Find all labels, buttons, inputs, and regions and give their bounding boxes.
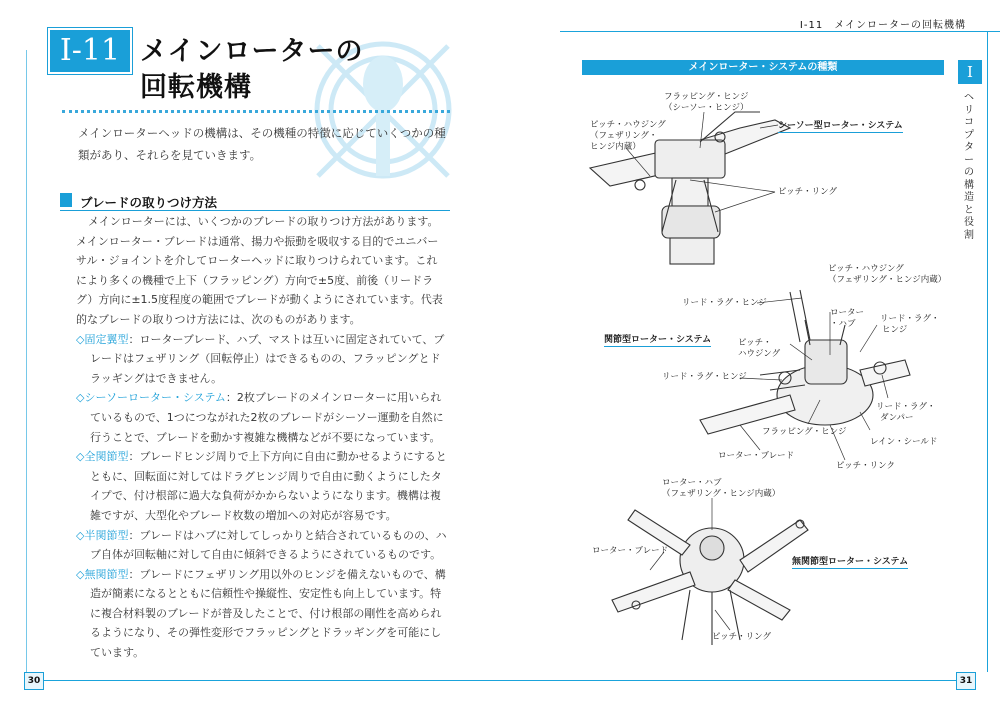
figure-heading: メインローター・システムの種類 bbox=[582, 60, 944, 75]
label-rotor-blade: ローター・ブレード bbox=[592, 546, 669, 556]
label-pitch-housing: ピッチ・ハウジング bbox=[590, 120, 666, 130]
label-housing: ハウジング bbox=[738, 349, 781, 359]
intro-paragraph: メインローターヘッドの機構は、その機種の特徴に応じていくつかの種類があり、それらを見ていきます。 bbox=[78, 126, 446, 162]
chapter-badge: Ⅰ-11 bbox=[48, 28, 132, 74]
item-text: ：ローターブレード、ハブ、マストは互いに固定されていて、ブレードはフェザリング（回転停止）はできるものの、フラッピングとドラッギングはできません。 bbox=[90, 332, 445, 385]
title-line-2: 回転機構 bbox=[140, 72, 252, 103]
label-pitch-link: ピッチ・リンク bbox=[836, 461, 895, 471]
label-teeter-hinge: （シーソー・ヒンジ） bbox=[664, 103, 749, 113]
section-heading: ブレードの取りつけ方法 bbox=[80, 195, 218, 210]
chapter-tab: Ⅰ bbox=[958, 60, 982, 84]
label-rain-shield: レイン・シールド bbox=[870, 437, 938, 447]
label-rotor-hub: ローター・ハブ bbox=[662, 478, 722, 488]
item-term: ◇全関節型 bbox=[76, 450, 129, 464]
label-lead-lag-hinge: リード・ラグ・ヒンジ bbox=[682, 298, 767, 308]
item-term: ◇固定翼型 bbox=[76, 332, 129, 346]
label-flapping-hinge: フラッピング・ヒンジ bbox=[664, 92, 749, 102]
hingeless-system-label: 無関節型ローター・システム bbox=[792, 554, 908, 569]
chapter-tab-text: ヘリコプターの構造と役割 bbox=[964, 92, 974, 241]
articulated-system-label: 関節型ローター・システム bbox=[604, 332, 711, 347]
page-number-left: 30 bbox=[24, 672, 44, 690]
label-pitch-housing: ピッチ・ハウジング bbox=[828, 264, 904, 274]
label-lead-lag-2: リード・ラグ・ bbox=[876, 402, 936, 412]
item-term: ◇半関節型 bbox=[76, 528, 129, 542]
label-flapping-hinge-2: フラッピング・ヒンジ bbox=[762, 427, 847, 437]
label-feathering-hinge: （フェザリング・ヒンジ内蔵） bbox=[828, 275, 947, 285]
page-number-right: 31 bbox=[956, 672, 976, 690]
item-term: ◇無関節型 bbox=[76, 567, 129, 581]
label-rotor-blade: ローター・ブレード bbox=[718, 451, 795, 461]
label-hinge: ヒンジ bbox=[882, 325, 908, 335]
label-lead-lag-hinge-2: リード・ラグ・ヒンジ bbox=[662, 372, 747, 382]
label-pitch-ring: ピッチ・リング bbox=[778, 187, 837, 197]
body-lead: メインローターには、いくつかのブレードの取りつけ方法があります。メインローター・ブレードは通常、揚力や振動を吸収する目的でユニバーサル・ジョイントを介してローターヘッドに取りつけられています。これにより多くの機種で上下（フラッピング）方向で±5度、前後（リードラグ）方向に±1.5度程度の範囲でブレードが動くようにされています。代表的なブレードの取りつけ方法には、次のものがあります。 bbox=[76, 215, 443, 326]
item-term: ◇シーソーローター・システム bbox=[76, 391, 226, 405]
hingeless-rotor-drawing bbox=[612, 510, 808, 645]
item-text: ：ブレードにフェザリング用以外のヒンジを備えないもので、構造が簡素になるとともに信頼性や操縦性、安定性も向上しています。特に複合材料製のブレードが普及したことで、付け根部の剛性を高められるようになり、その弾性変形でフラッピングとドラッギングを可能にしています。 bbox=[90, 567, 446, 660]
label-hub: ・ハブ bbox=[830, 319, 856, 329]
item-text: ：ブレードはハブに対してしっかりと結合されているものの、ハブ自体が回転軸に対して自由に傾斜できるようにされているものです。 bbox=[90, 528, 447, 562]
label-lead-lag: リード・ラグ・ bbox=[880, 314, 940, 324]
title-line-1: メインローターの bbox=[140, 36, 364, 67]
label-pitch: ピッチ・ bbox=[738, 338, 772, 348]
label-feathering-hinge-built-in: （フェザリング・ヒンジ内蔵） bbox=[662, 489, 781, 499]
label-damper: ダンパー bbox=[880, 413, 914, 423]
label-pitch-ring: ピッチ・リング bbox=[712, 632, 771, 642]
running-header: Ⅰ-11 メインローターの回転機構 bbox=[799, 20, 966, 31]
teetering-system-label: シーソー型ローター・システム bbox=[778, 118, 903, 133]
label-rotor: ローター bbox=[830, 308, 865, 318]
item-text: ：ブレードヒンジ周りで上下方向に自由に動かせるようにするとともに、回転面に対してはドラグヒンジ周りで自由に動くようにしたタイプで、付け根部に過大な負荷がかからないようになります。機構は複雑ですが、大型化やブレード枚数の増加への対応が容易です。 bbox=[90, 450, 447, 522]
label-feathering: （フェザリング・ bbox=[590, 131, 658, 141]
item-text: ：2枚ブレードのメインローターに用いられているもので、1つにつながれた2枚のブレードがシーソー運動を自然に行うことで、ブレードを動かす複雑な機構などが不要になっています。 bbox=[90, 391, 444, 444]
label-hinge-built-in: ヒンジ内蔵） bbox=[590, 142, 641, 152]
